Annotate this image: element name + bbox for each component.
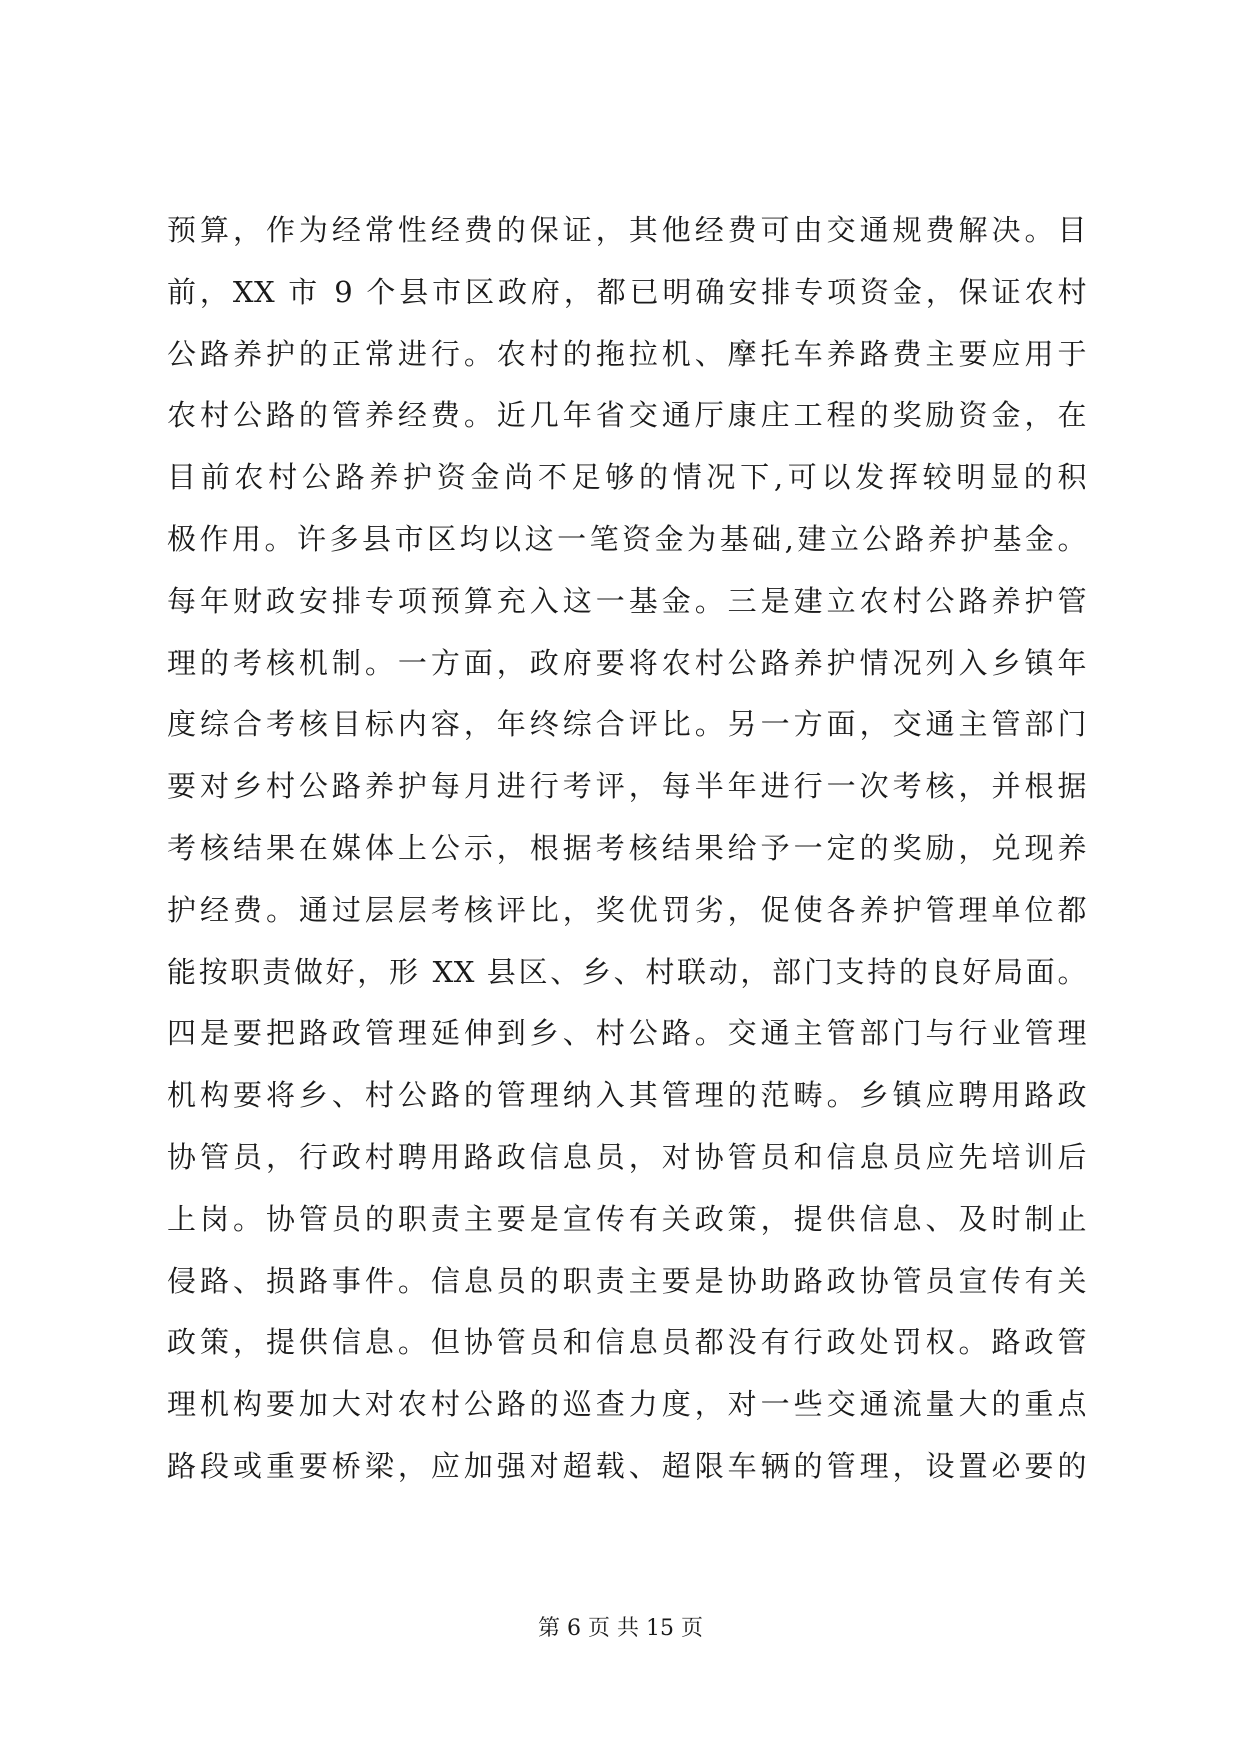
text-line: 度综合考核目标内容，年终综合评比。另一方面，交通主管部门 (167, 707, 1087, 742)
text-line: 农村公路的管养经费。近几年省交通厅康庄工程的奖励资金，在 (167, 398, 1087, 433)
text-line: 每年财政安排专项预算充入这一基金。三是建立农村公路养护管 (167, 583, 1087, 618)
text-line: 机构要将乡、村公路的管理纳入其管理的范畴。乡镇应聘用路政 (167, 1078, 1087, 1113)
text-line: 理机构要加大对农村公路的巡查力度，对一些交通流量大的重点 (167, 1387, 1087, 1422)
text-line: 四是要把路政管理延伸到乡、村公路。交通主管部门与行业管理 (167, 1016, 1087, 1051)
body-text (167, 200, 1087, 1498)
text-line: 护经费。通过层层考核评比，奖优罚劣，促使各养护管理单位都 (167, 892, 1087, 927)
text-line: 能按职责做好，形 XX 县区、乡、村联动，部门支持的良好局面。 (167, 954, 1087, 989)
text-line: 极作用。许多县市区均以这一笔资金为基础,建立公路养护基金。 (167, 521, 1087, 556)
text-line: 要对乡村公路养护每月进行考评，每半年进行一次考核，并根据 (167, 769, 1087, 804)
text-line: 协管员，行政村聘用路政信息员，对协管员和信息员应先培训后 (167, 1139, 1087, 1174)
text-line: 政策，提供信息。但协管员和信息员都没有行政处罚权。路政管 (167, 1325, 1087, 1360)
text-line: 考核结果在媒体上公示，根据考核结果给予一定的奖励，兑现养 (167, 830, 1087, 865)
text-line: 侵路、损路事件。信息员的职责主要是协助路政协管员宣传有关 (167, 1263, 1087, 1298)
text-line: 理的考核机制。一方面，政府要将农村公路养护情况列入乡镇年 (167, 645, 1087, 680)
text-line: 路段或重要桥梁，应加强对超载、超限车辆的管理，设置必要的 (167, 1448, 1087, 1483)
text-line: 前，XX 市 9 个县市区政府，都已明确安排专项资金，保证农村 (167, 274, 1087, 309)
text-line: 上岗。协管员的职责主要是宣传有关政策，提供信息、及时制止 (167, 1201, 1087, 1236)
text-line: 公路养护的正常进行。农村的拖拉机、摩托车养路费主要应用于 (167, 336, 1087, 371)
text-line: 目前农村公路养护资金尚不足够的情况下,可以发挥较明显的积 (167, 460, 1087, 495)
text-line: 预算，作为经常性经费的保证，其他经费可由交通规费解决。目 (167, 213, 1087, 247)
page-number-footer: 第 6 页 共 15 页 (538, 1616, 703, 1641)
